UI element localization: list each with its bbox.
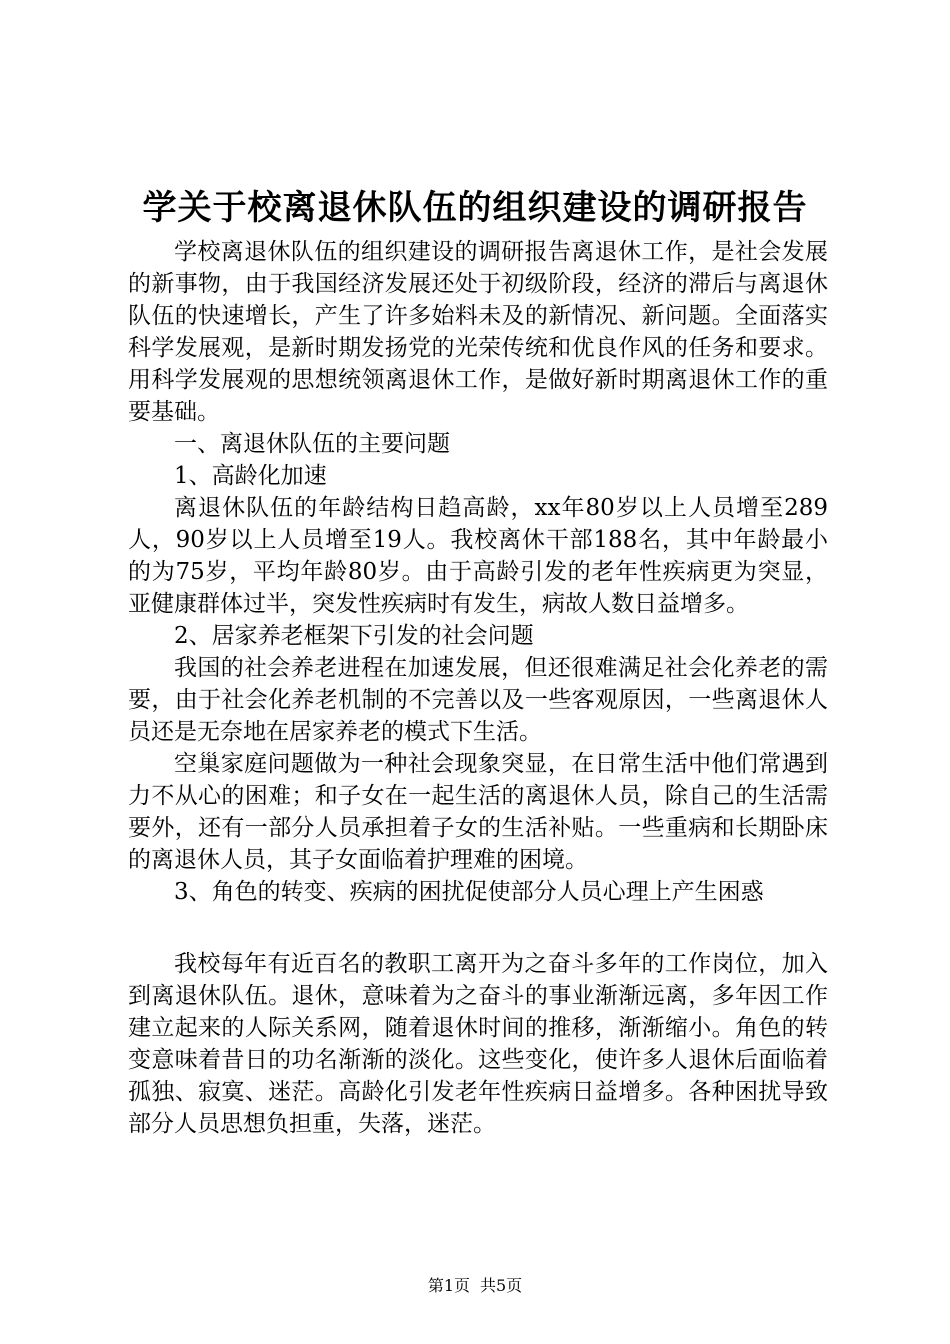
paragraph-empty-nest: 空巢家庭问题做为一种社会现象突显，在日常生活中他们常遇到力不从心的困难；和子女在一起生活的离退休人员，除自己的生活需要外，还有一部分人员承担着子女的生活补贴。一些重病和长期卧床的离退休人员，其子女面临着护理难的困境。: [128, 751, 828, 873]
paragraph-intro: 学校离退休队伍的组织建设的调研报告离退休工作，是社会发展的新事物，由于我国经济发展还处于初级阶段，经济的滞后与离退休队伍的快速增长，产生了许多始料未及的新情况、新问题。全面落实科学发展观，是新时期发扬党的光荣传统和优良作风的任务和要求。用科学发展观的思想统领离退休工作，是做好新时期离退休工作的重要基础。: [128, 239, 828, 425]
paragraph-role-change: 我校每年有近百名的教职工离开为之奋斗多年的工作岗位，加入到离退休队伍。退休，意味着为之奋斗的事业渐渐远离，多年因工作建立起来的人际关系网，随着退休时间的推移，渐渐缩小。角色的转变意味着昔日的功名渐渐的淡化。这些变化，使许多人退休后面临着孤独、寂寞、迷茫。高龄化引发老年性疾病日益增多。各种困扰导致部分人员思想负担重，失落，迷茫。: [128, 951, 828, 1137]
subheading-role-change: 3、角色的转变、疾病的困扰促使部分人员心理上产生困惑: [174, 879, 764, 905]
subheading-home-care: 2、居家养老框架下引发的社会问题: [174, 623, 534, 649]
page-number: 第1页: [427, 1276, 470, 1295]
paragraph-home-care: 我国的社会养老进程在加速发展，但还很难满足社会化养老的需要，由于社会化养老机制的不完善以及一些客观原因，一些离退休人员还是无奈地在居家养老的模式下生活。: [128, 655, 828, 745]
paragraph-spacer: [128, 908, 828, 948]
document-title: 学关于校离退休队伍的组织建设的调研报告: [142, 188, 808, 228]
page-footer: [0, 1275, 950, 1297]
document-body: [128, 236, 828, 1140]
page-total: 共5页: [480, 1276, 523, 1295]
subheading-aging: 1、高龄化加速: [174, 463, 327, 489]
section-heading-main-problems: 一、离退休队伍的主要问题: [174, 431, 450, 457]
paragraph-aging: 离退休队伍的年龄结构日趋高龄，xx年80岁以上人员增至289人，90岁以上人员增至19人。我校离休干部188名，其中年龄最小的为75岁，平均年龄80岁。由于高龄引发的老年性疾病更为突显，亚健康群体过半，突发性疾病时有发生，病故人数日益增多。: [128, 495, 828, 617]
